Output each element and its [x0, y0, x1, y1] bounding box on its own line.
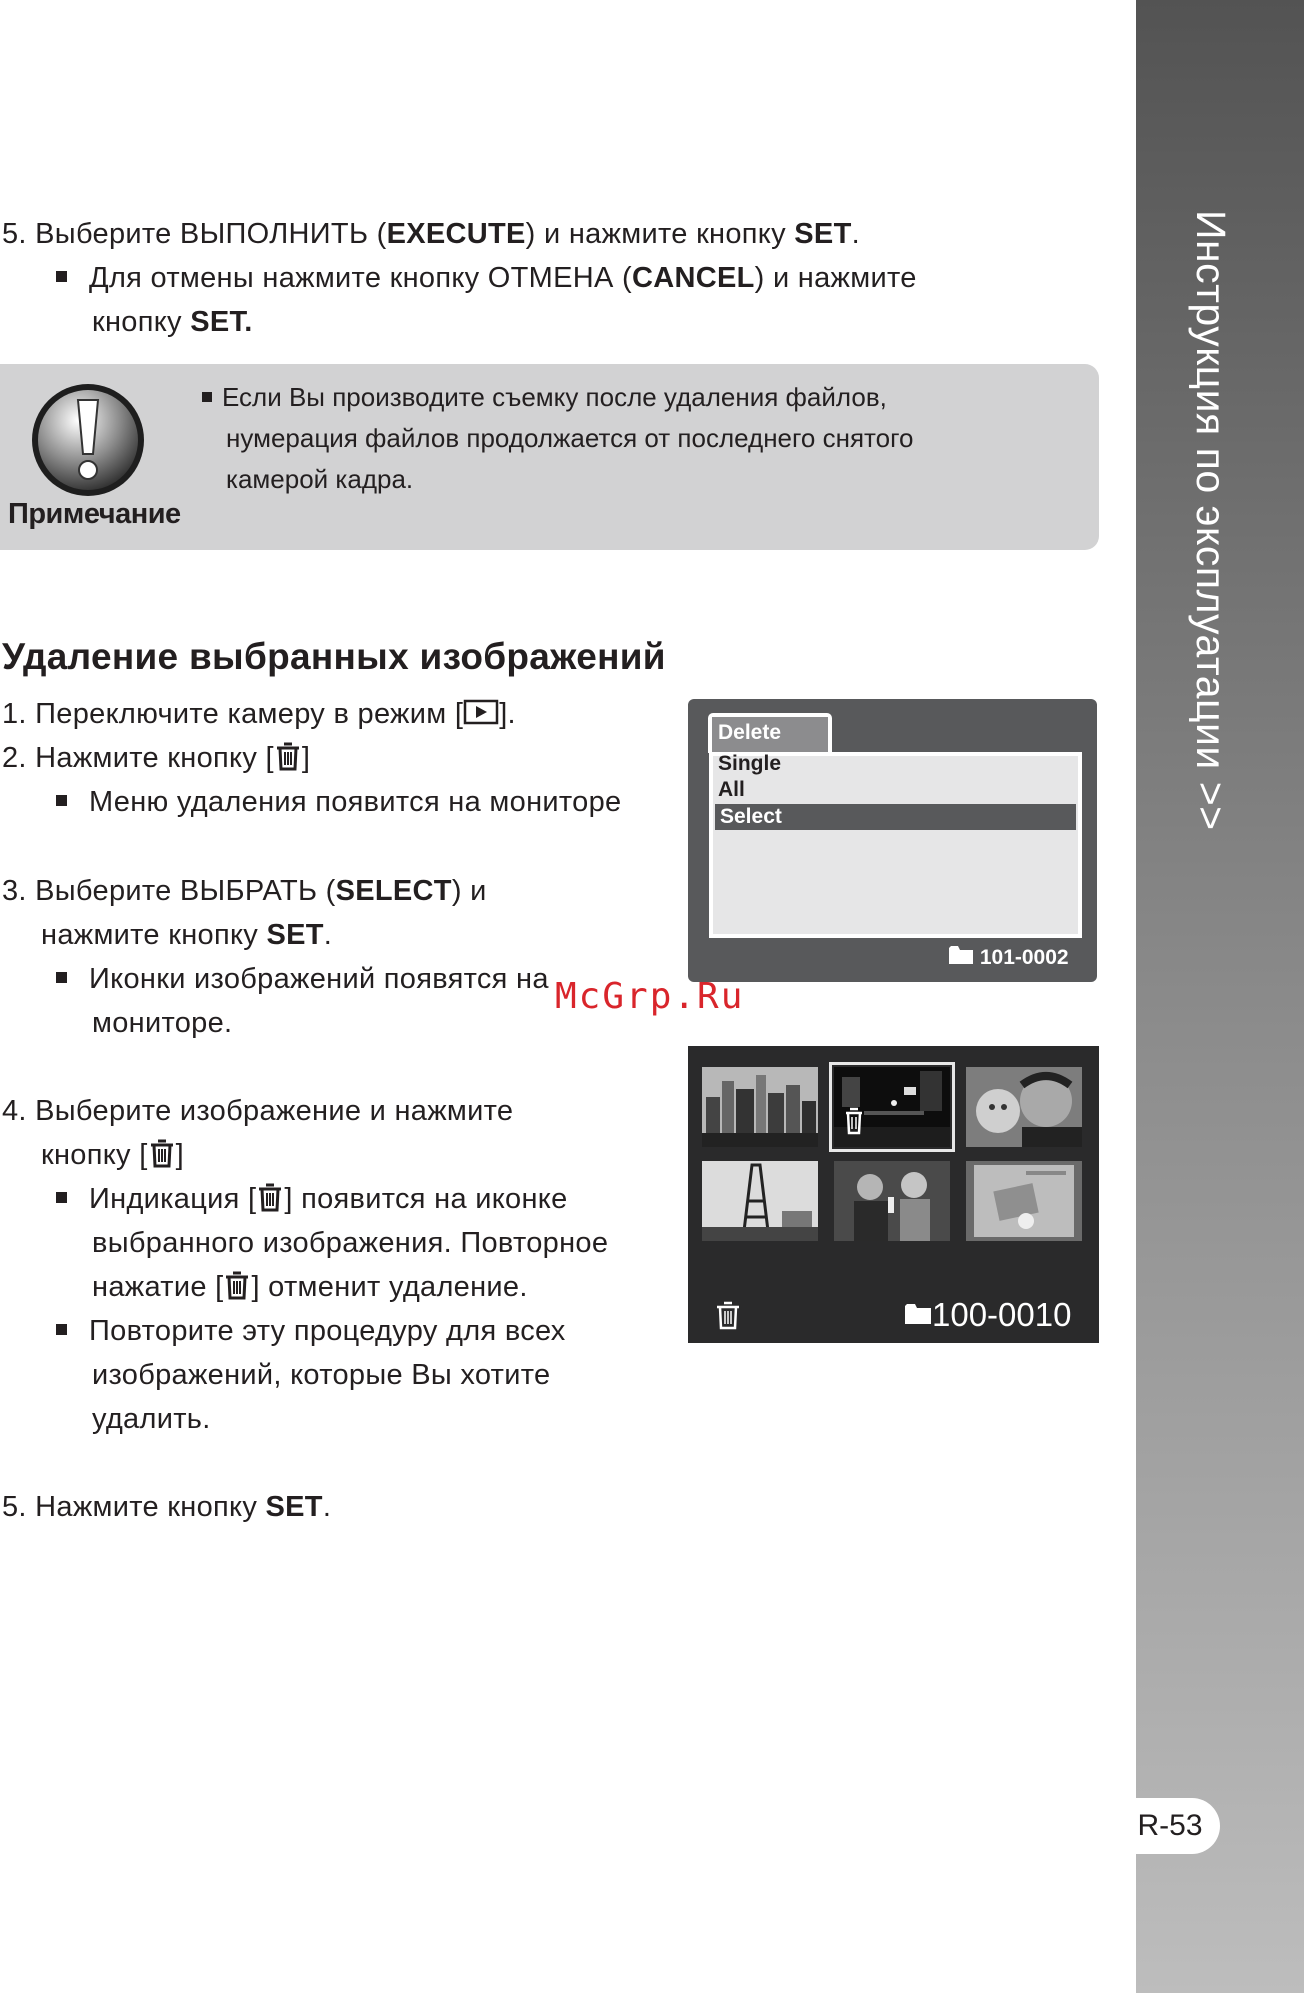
- trash-icon: [714, 1300, 742, 1330]
- section-heading: Удаление выбранных изображений: [2, 636, 666, 677]
- bullet-square: [202, 392, 212, 402]
- trash-icon: [223, 1270, 251, 1300]
- step-4-line2: кнопку [ ]: [41, 1139, 184, 1171]
- bullet-square: [56, 1192, 67, 1203]
- step-4: 4. Выберите изображение и нажмите: [2, 1095, 514, 1127]
- step-3-line2: нажмите кнопку SET.: [41, 919, 333, 951]
- thumbnail-night-selected: [834, 1067, 950, 1147]
- step-4-bullet-1-line3: нажатие [ ] отменит удаление.: [92, 1271, 528, 1303]
- step-4-bullet-2-line2: изображений, которые Вы хотите: [92, 1359, 551, 1391]
- step-4-bullet-1-line2: выбранного изображения. Повторное: [92, 1227, 609, 1259]
- bullet-square: [56, 271, 67, 282]
- folder-number-thumbnails: 100-0010: [904, 1296, 1071, 1334]
- page-number: R-53: [1120, 1798, 1220, 1854]
- step-5: 5. Нажмите кнопку SET.: [2, 1491, 332, 1523]
- step-2-bullet: Меню удаления появится на мониторе: [56, 780, 621, 824]
- menu-item-all: All: [718, 778, 745, 801]
- step-3: 3. Выберите ВЫБРАТЬ (SELECT) и: [2, 875, 487, 907]
- trash-icon: [148, 1138, 176, 1168]
- thumbnail-eiffel: [702, 1161, 818, 1241]
- step-3-bullet: Иконки изображений появятся на: [56, 957, 549, 1001]
- folder-number: 101-0002: [948, 946, 1069, 970]
- thumbnail-family: [966, 1067, 1082, 1147]
- menu-item-single: Single: [718, 752, 782, 775]
- top-step-5: 5. Выберите ВЫПОЛНИТЬ (EXECUTE) и нажмите кнопку SET.: [2, 218, 860, 250]
- folder-icon: [948, 944, 974, 966]
- top-step-5-bullet-line2: кнопку SET.: [92, 306, 253, 338]
- thumbnail-couple: [834, 1161, 950, 1241]
- step-3-bullet-line2: мониторе.: [92, 1007, 233, 1039]
- playback-icon: [463, 699, 499, 725]
- note-label: Примечание: [8, 498, 181, 530]
- note-text: Если Вы производите съемку после удаления файлов, нумерация файлов продолжается от последнего снятого камерой кадра.: [202, 377, 914, 500]
- bullet-square: [56, 1324, 67, 1335]
- thumbnail-postcard: [966, 1161, 1082, 1241]
- warning-icon: [30, 382, 146, 498]
- bullet-square: [56, 972, 67, 983]
- step-4-bullet-1: Индикация [ ] появится на иконке: [56, 1177, 568, 1221]
- trash-icon: [256, 1182, 284, 1212]
- menu-panel: [713, 756, 1078, 934]
- top-step-5-bullet: Для отмены нажмите кнопку ОТМЕНА (CANCEL) и нажмите: [56, 256, 917, 300]
- thumbnail-city: [702, 1067, 818, 1147]
- step-2: 2. Нажмите кнопку [ ]: [2, 742, 311, 774]
- folder-icon: [904, 1302, 932, 1326]
- menu-tab-delete: Delete: [712, 717, 828, 753]
- step-1: 1. Переключите камеру в режим [ ].: [2, 698, 516, 730]
- trash-icon: [274, 741, 302, 771]
- step-4-bullet-2-line3: удалить.: [92, 1403, 211, 1435]
- bullet-square: [56, 795, 67, 806]
- sidebar-title: Инструкция по эксплуатации >>: [1188, 210, 1234, 831]
- step-4-bullet-2: Повторите эту процедуру для всех: [56, 1309, 566, 1353]
- watermark: McGrp.Ru: [555, 976, 745, 1017]
- menu-item-select: Select: [715, 804, 1076, 830]
